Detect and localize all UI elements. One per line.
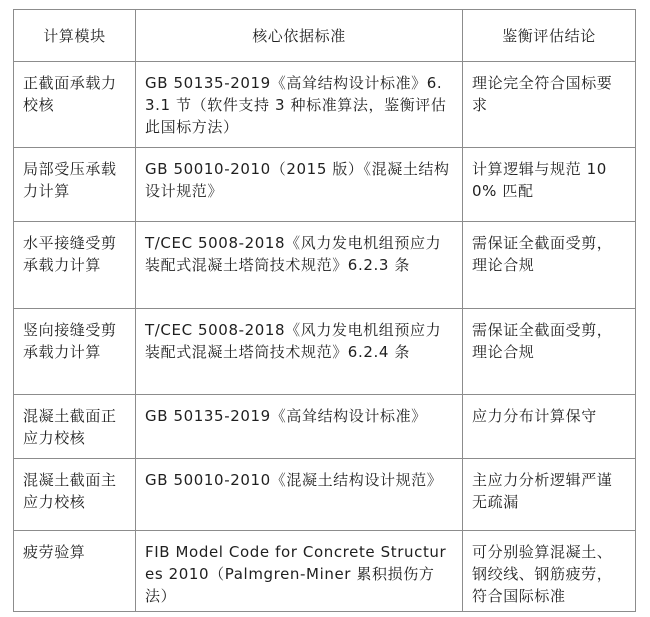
table-row [14, 222, 636, 309]
cell-conclusion: 需保证全截面受剪，理论合规 [463, 222, 636, 309]
cell-standard: GB 50010-2010《混凝土结构设计规范》 [136, 459, 463, 531]
table-row [14, 148, 636, 222]
standards-evaluation-table [13, 9, 636, 612]
cell-module: 混凝土截面正应力校核 [14, 395, 136, 459]
cell-conclusion: 计算逻辑与规范 100% 匹配 [463, 148, 636, 222]
table-row [14, 395, 636, 459]
standards-table-container [13, 9, 635, 612]
cell-conclusion: 主应力分析逻辑严谨无疏漏 [463, 459, 636, 531]
table-row [14, 62, 636, 148]
cell-module: 正截面承载力校核 [14, 62, 136, 148]
cell-module: 水平接缝受剪承载力计算 [14, 222, 136, 309]
cell-conclusion: 需保证全截面受剪，理论合规 [463, 309, 636, 395]
table-row [14, 531, 636, 612]
cell-module: 局部受压承载力计算 [14, 148, 136, 222]
table-header-row [14, 10, 636, 62]
cell-standard: GB 50010-2010（2015 版）《混凝土结构设计规范》 [136, 148, 463, 222]
cell-module: 竖向接缝受剪承载力计算 [14, 309, 136, 395]
header-conclusion: 鉴衡评估结论 [463, 10, 636, 62]
cell-standard: T/CEC 5008-2018《风力发电机组预应力装配式混凝土塔筒技术规范》6.2.3 条 [136, 222, 463, 309]
header-standard: 核心依据标准 [136, 10, 463, 62]
cell-conclusion: 可分别验算混凝土、钢绞线、钢筋疲劳，符合国际标准 [463, 531, 636, 612]
cell-module: 混凝土截面主应力校核 [14, 459, 136, 531]
cell-standard: T/CEC 5008-2018《风力发电机组预应力装配式混凝土塔筒技术规范》6.2.4 条 [136, 309, 463, 395]
cell-module: 疲劳验算 [14, 531, 136, 612]
header-module: 计算模块 [14, 10, 136, 62]
cell-standard: GB 50135-2019《高耸结构设计标准》 [136, 395, 463, 459]
cell-conclusion: 应力分布计算保守 [463, 395, 636, 459]
cell-conclusion: 理论完全符合国标要求 [463, 62, 636, 148]
table-row [14, 459, 636, 531]
cell-standard: GB 50135-2019《高耸结构设计标准》6.3.1 节（软件支持 3 种标准算法，鉴衡评估此国标方法） [136, 62, 463, 148]
cell-standard: FIB Model Code for Concrete Structures 2010（Palmgren-Miner 累积损伤方法） [136, 531, 463, 612]
table-row [14, 309, 636, 395]
